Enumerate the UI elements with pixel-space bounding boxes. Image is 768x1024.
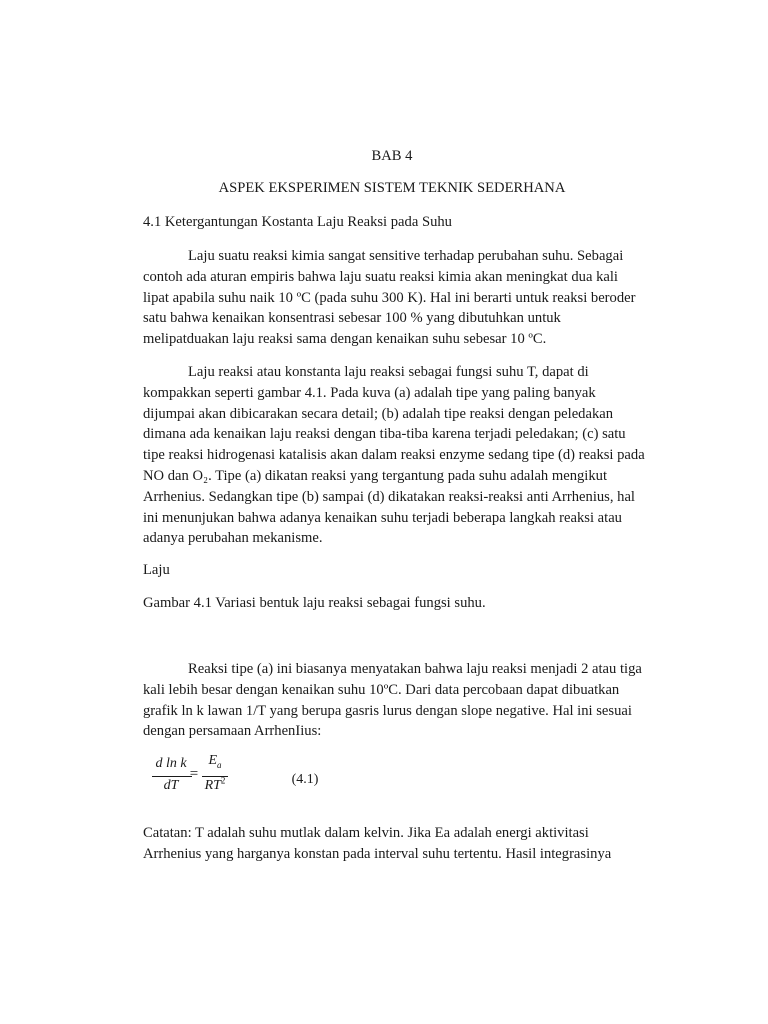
paragraph-4: [143, 823, 641, 865]
paragraph-line: Laju reaksi atau konstanta laju reaksi sebagai fungsi suhu T, dapat di: [188, 364, 589, 380]
paragraph-line: kompakkan seperti gambar 4.1. Pada kuva (a) adalah tipe yang paling banyak: [143, 384, 596, 401]
figure-caption: Gambar 4.1 Variasi bentuk laju reaksi sebagai fungsi suhu.: [143, 595, 486, 611]
paragraph-line: Catatan: T adalah suhu mutlak dalam kelvin. Jika Ea adalah energi aktivitasi: [143, 825, 589, 841]
chapter-heading: BAB 4: [371, 148, 413, 164]
fraction-bar: [152, 776, 192, 777]
paragraph-line: ini menunjukan bahwa adanya kenaikan suhu terjadi beberapa langkah reaksi atau: [143, 509, 622, 526]
paragraph-line: contoh ada aturan empiris bahwa laju suatu reaksi kimia akan meningkat dua kali: [143, 268, 618, 285]
paragraph-line: melipatduakan laju reaksi sama dengan kenaikan suhu sebesar 10 ºC.: [143, 331, 547, 348]
paragraph-line: tipe reaksi hidrogenasi katalisis akan dalam reaksi enzyme sedang tipe (d) reaksi pada: [143, 447, 645, 464]
equation-rhs-denominator: $RT^2$: [204, 775, 226, 793]
paragraph-line: NO dan O₂. Tipe (a) dikatan reaksi yang tergantung pada suhu adalah mengikut: [143, 467, 608, 484]
paragraph-line: adanya perubahan mekanisme.: [143, 530, 323, 547]
paragraph-2: [143, 362, 645, 549]
paragraph-line: Arrhenius yang harganya konstan pada interval suhu tertentu. Hasil integrasinya: [143, 845, 612, 862]
paragraph-line: dengan persamaan ArrhenIius:: [143, 723, 322, 740]
equation-lhs-numerator: d ln k: [155, 756, 187, 771]
paragraph-line: lipat apabila suhu naik 10 ºC (pada suhu 300 K). Hal ini berarti untuk reaksi beroder: [143, 289, 636, 306]
paragraph-1: [143, 246, 641, 350]
equals-sign: =: [189, 766, 199, 782]
section-heading: 4.1 Ketergantungan Kostanta Laju Reaksi pada Suhu: [143, 214, 452, 230]
chapter-title: ASPEK EKSPERIMEN SISTEM TEKNIK SEDERHANA: [218, 180, 566, 196]
paragraph-line: satu bahwa kenaikan konsentrasi sebesar 100 % yang dibutuhkan untuk: [143, 310, 561, 327]
paragraph-line: dimana ada kenaikan laju reaksi dengan tiba-tiba karena terjadi peledakan; (c) satu: [143, 426, 626, 443]
equation-lhs-denominator: dT: [163, 778, 179, 793]
paragraph-line: grafik ln k lawan 1/T yang berupa gasris lurus dengan slope negative. Hal ini sesuai: [143, 702, 632, 719]
equation-rhs-numerator: $E_a$: [208, 753, 222, 770]
paragraph-line: kali lebih besar dengan kenaikan suhu 10ºC. Dari data percobaan dapat dibuatkan: [143, 681, 620, 698]
paragraph-line: Arrhenius. Sedangkan tipe (b) sampai (d) dikatakan reaksi-reaksi anti Arrhenius, hal: [143, 488, 635, 505]
paragraph-line: Reaksi tipe (a) ini biasanya menyatakan bahwa laju reaksi menjadi 2 atau tiga: [188, 661, 642, 677]
equation-number: (4.1): [291, 772, 319, 787]
paragraph-line: dijumpai akan dibicarakan secara detail; (b) adalah tipe reaksi dengan peledakan: [143, 405, 614, 422]
paragraph-3: [143, 659, 641, 742]
arrhenius-equation: [150, 753, 390, 798]
paragraph-line: Laju suatu reaksi kimia sangat sensitive terhadap perubahan suhu. Sebagai: [188, 248, 624, 264]
figure-label: Laju: [143, 562, 170, 578]
